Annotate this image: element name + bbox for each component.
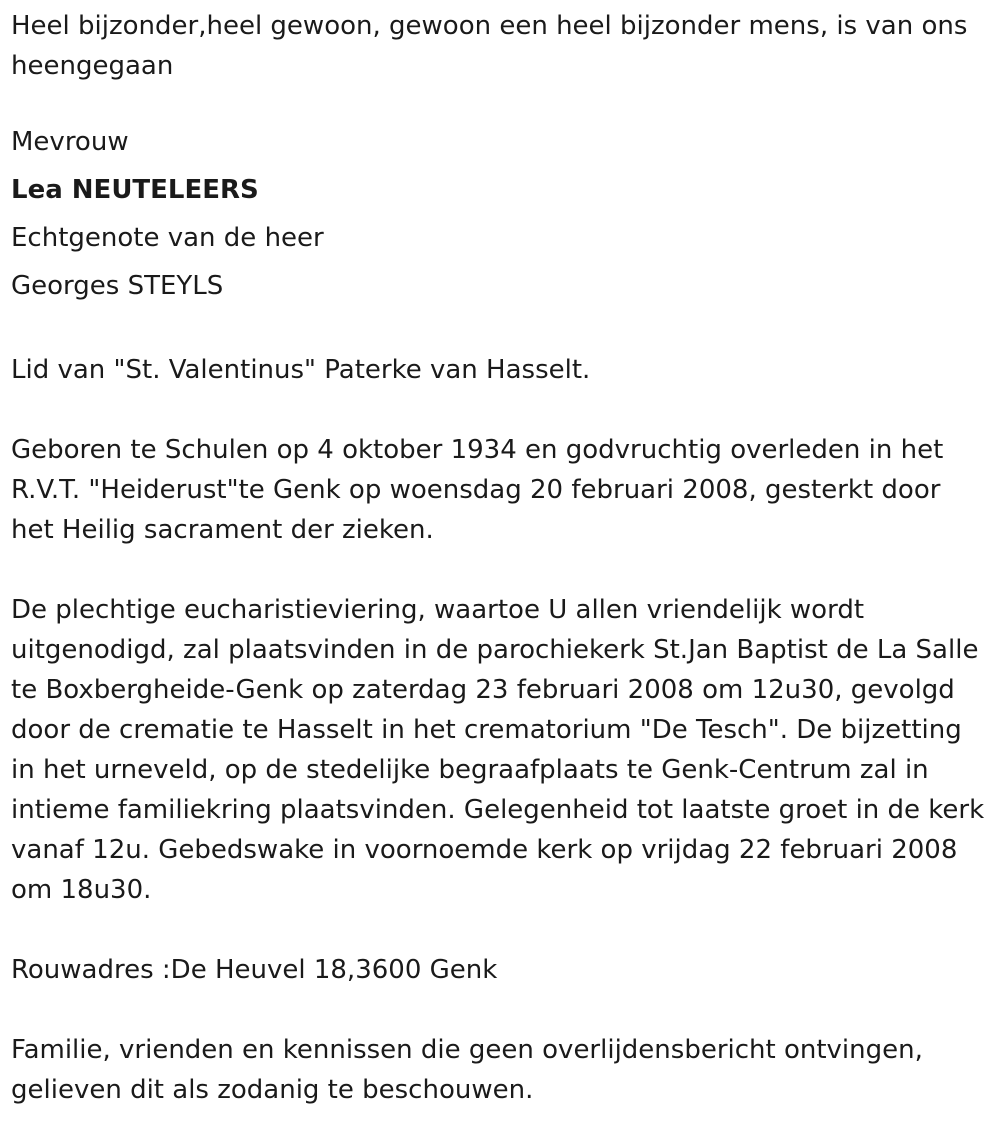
birth-death-text: Geboren te Schulen op 4 oktober 1934 en godvruchtig overleden in het R.V.T. "Heiderust"te Genk op woensdag 20 februari 2008, gesterkt door het Heilig sacrament der zieken. <box>11 435 944 545</box>
address-text: Rouwadres :De Heuvel 18,3600 Genk <box>11 955 498 985</box>
spouse-name: Georges STEYLS <box>11 271 224 301</box>
ceremony-text: De plechtige eucharistieviering, waartoe U allen vriendelijk wordt uitgenodigd, zal plaatsvinden in de parochiekerk St.Jan Baptist de La Salle te Boxbergheide-Genk op zaterdag 23 februari 2008 om 12u30, gevolgd door de crematie te Hasselt in het crematorium "De Tesch". De bijzetting in het urneveld, op de stedelijke begraafplaats te Genk-Centrum zal in intieme familiekring plaatsvinden. Gelegenheid tot laatste groet in de kerk vanaf 12u. Gebedswake in voornoemde kerk op vrijdag 22 februari 2008 om 18u30. <box>11 595 985 905</box>
intro-text: Heel bijzonder,heel gewoon, gewoon een heel bijzonder mens, is van ons heengegaan <box>11 11 968 81</box>
deceased-name: Lea NEUTELEERS <box>11 175 259 205</box>
spouse-label: Echtgenote van de heer <box>11 223 324 253</box>
name-block <box>11 118 989 310</box>
membership-text: Lid van "St. Valentinus" Paterke van Hasselt. <box>11 355 591 385</box>
closing-text: Familie, vrienden en kennissen die geen overlijdensbericht ontvingen, gelieven dit als zodanig te beschouwen. <box>11 1035 923 1105</box>
salutation: Mevrouw <box>11 127 129 157</box>
